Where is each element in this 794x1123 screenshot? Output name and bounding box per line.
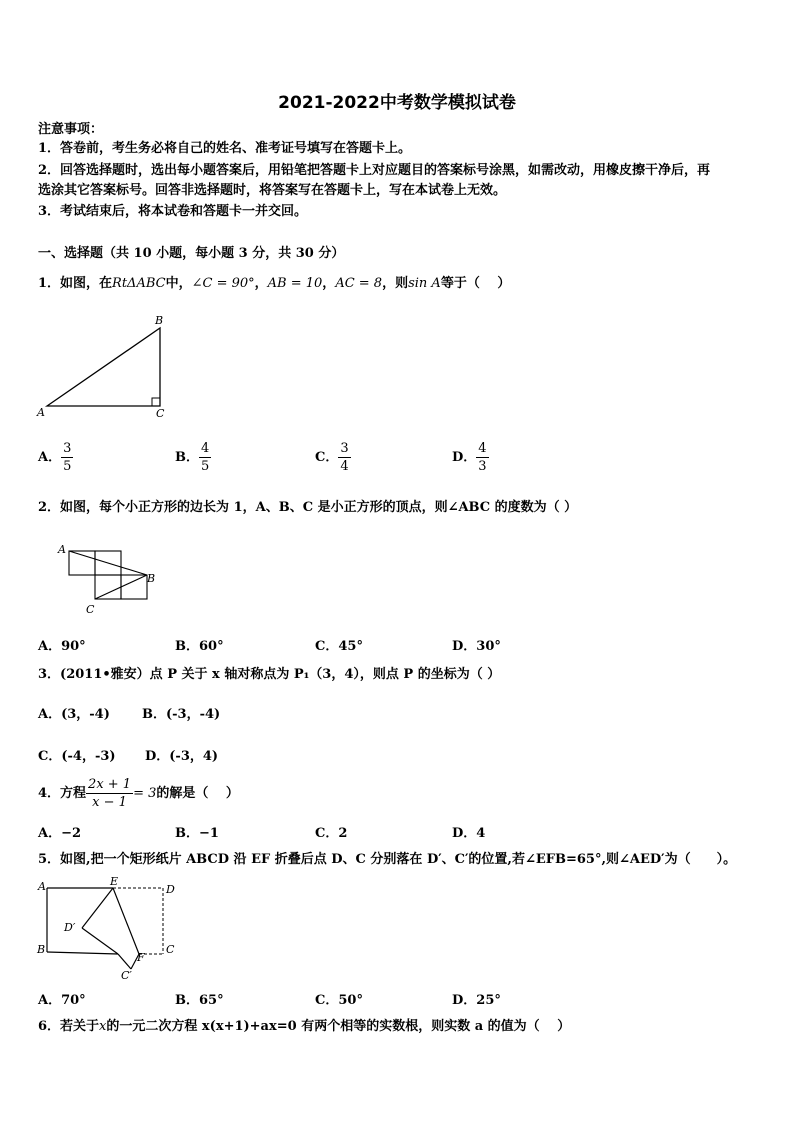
q5-label-c-prime: C′ <box>121 969 132 982</box>
q4-option-d[interactable]: D．4 <box>452 826 486 841</box>
question-2-figure <box>55 540 165 620</box>
q2-option-a[interactable]: A．90° <box>38 639 86 654</box>
question-1-figure <box>34 312 174 422</box>
question-2-text: 2．如图，每个小正方形的边长为 1，A、B、C 是小正方形的顶点，则∠ABC 的度数为（ ） <box>38 500 578 515</box>
q1-option-d[interactable]: D． $\frac{4}{3}$ <box>452 441 487 474</box>
notice-heading: 注意事项： <box>38 122 104 137</box>
q2-label-b: B <box>147 572 156 585</box>
q3-option-a[interactable]: A．(3，-4) <box>38 707 110 722</box>
q5-label-d-prime: D′ <box>64 921 76 934</box>
question-4-text: 4．方程 $\frac{2x + 1}{x - 1}$ = 3的解是（ ） <box>38 777 239 810</box>
q1-label-b: B <box>155 314 164 327</box>
page-title: 2021-2022中考数学模拟试卷 <box>278 93 516 113</box>
notice-item-3: 3．考试结束后，将本试卷和答题卡一并交回。 <box>38 204 308 219</box>
q3-option-c[interactable]: C．(-4，-3) <box>38 749 116 764</box>
q4-option-b[interactable]: B．−1 <box>175 826 219 841</box>
q5-option-c[interactable]: C．50° <box>315 993 363 1008</box>
q1-option-a[interactable]: A． $\frac{3}{5}$ <box>38 441 72 474</box>
q2-option-b[interactable]: B．60° <box>175 639 224 654</box>
q2-option-c[interactable]: C．45° <box>315 639 363 654</box>
q5-label-a: A <box>38 880 46 893</box>
q5-label-d: D <box>166 883 175 896</box>
question-6-text: 6．若关于x的一元二次方程 x(x+1)+ax=0 有两个相等的实数根，则实数 a 的值为（ ） <box>38 1019 571 1034</box>
q2-label-a: A <box>58 543 66 556</box>
q1-option-b[interactable]: B． $\frac{4}{5}$ <box>175 441 210 474</box>
q5-label-b: B <box>37 943 46 956</box>
q4-option-a[interactable]: A．−2 <box>38 826 82 841</box>
section-heading: 一、选择题（共 10 小题，每小题 3 分，共 30 分） <box>38 246 345 261</box>
q1-label-a: A <box>37 406 45 419</box>
q5-option-d[interactable]: D．25° <box>452 993 501 1008</box>
q1-label-c: C <box>156 407 165 420</box>
notice-item-2b: 选涂其它答案标号。回答非选择题时，将答案写在答题卡上，写在本试卷上无效。 <box>38 183 507 198</box>
notice-item-2a: 2．回答选择题时，选出每小题答案后，用铅笔把答题卡上对应题目的答案标号涂黑，如需改动，用橡皮擦干净后，再 <box>38 163 711 178</box>
question-3-text: 3．(2011•雅安）点 P 关于 x 轴对称点为 P₁（3，4），则点 P 的坐标为（ ） <box>38 667 501 682</box>
q5-label-e: E <box>110 875 119 888</box>
q5-label-c: C <box>166 943 175 956</box>
q2-label-c: C <box>86 603 95 616</box>
q5-option-a[interactable]: A．70° <box>38 993 86 1008</box>
question-5-text: 5．如图,把一个矩形纸片 ABCD 沿 EF 折叠后点 D、C 分别落在 D′、C′的位置,若∠EFB=65°,则∠AED′为（ ）。 <box>38 852 737 867</box>
notice-item-1: 1．答卷前，考生务必将自己的姓名、准考证号填写在答题卡上。 <box>38 141 412 156</box>
q2-option-d[interactable]: D．30° <box>452 639 501 654</box>
q5-option-b[interactable]: B．65° <box>175 993 224 1008</box>
question-5-figure <box>33 873 193 983</box>
q3-option-b[interactable]: B．(-3，-4) <box>142 707 221 722</box>
q1-option-c[interactable]: C． $\frac{3}{4}$ <box>315 441 349 474</box>
question-1-text: 1．如图，在RtΔABC中，∠C = 90°，AB = 10，AC = 8，则sin A等于（ ） <box>38 276 511 291</box>
q5-label-f: F <box>137 951 145 964</box>
q4-option-c[interactable]: C．2 <box>315 826 348 841</box>
q3-option-d[interactable]: D．(-3，4) <box>145 749 219 764</box>
